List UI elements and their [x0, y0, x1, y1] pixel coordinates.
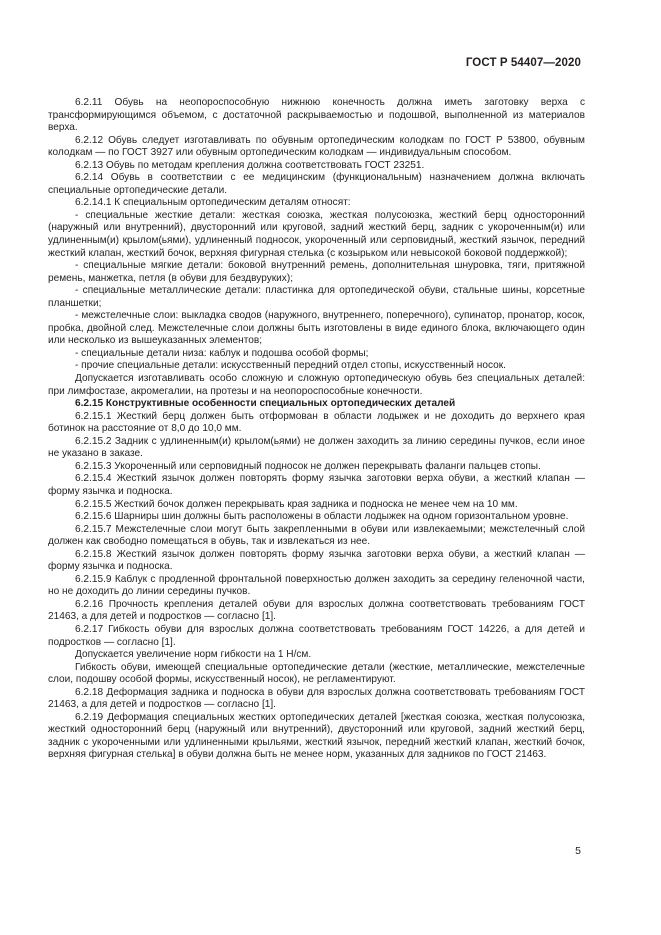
- list-item-rigid-parts: - специальные жесткие детали: жесткая союзка, жесткая полусоюзка, жесткий берц односторонний (наружный или внутренний), двусторонний или круговой, задний жесткий берц, задник с укороченным(и) или удлиненным(и) крылом(ьями), удлиненный подносок, укороченный или серповидный, жесткий язычок, передний жесткий клапан, жесткий бочок, верхняя фигурная стелька (с козырьком или невысокой боковой поддержкой);: [48, 209, 585, 259]
- standard-code: ГОСТ Р 54407—2020: [465, 57, 581, 69]
- list-item-soft-parts: - специальные мягкие детали: боковой внутренний ремень, дополнительная шнуровка, тяги, притяжной ремень, манжетка, петля (в обуви для бездвуруких);: [48, 260, 585, 284]
- clause-6-2-15-6: 6.2.15.6 Шарниры шин должны быть расположены в области лодыжек на одном горизонтальном уровне.: [75, 511, 569, 523]
- clause-6-2-15-5: 6.2.15.5 Жесткий бочок должен перекрывать края задника и подноска не менее чем на 10 мм.: [75, 498, 518, 510]
- note-allowed-without-parts: Допускается изготавливать особо сложную и сложную ортопедическую обувь без специальных деталей: при лимфостазе, акромегалии, на протезы и на неопороспособные конечности.: [48, 373, 585, 397]
- list-item-metal-parts: - специальные металлические детали: пластинка для ортопедической обуви, стальные шины, корсетные планшетки;: [48, 285, 585, 309]
- clause-6-2-12: 6.2.12 Обувь следует изготавливать по обувным ортопедическим колодкам по ГОСТ Р 53800, обувным колодкам — по ГОСТ 3927 или обувным ортопедическим колодкам — индивидуальным способом.: [48, 134, 585, 159]
- list-item-other-parts: - прочие специальные детали: искусственный передний отдел стопы, искусственный носок.: [75, 360, 506, 372]
- note-flexibility-not-regulated: Гибкость обуви, имеющей специальные ортопедические детали (жесткие, металлические, межстелечные слои, подошву особой формы, искусственный носок), не регламентируют.: [48, 661, 585, 686]
- clause-6-2-15-heading: 6.2.15 Конструктивные особенности специальных ортопедических деталей: [75, 398, 456, 410]
- clause-6-2-16: 6.2.16 Прочность крепления деталей обуви для взрослых должна соответствовать требованиям ГОСТ 21463, а для детей и подростков — согласно [1].: [48, 598, 585, 623]
- page-number: 5: [575, 845, 581, 857]
- note-flexibility-increase: Допускается увеличение норм гибкости на 1 Н/см.: [75, 649, 312, 661]
- document-body: [48, 97, 585, 762]
- clause-6-2-15-4: 6.2.15.4 Жесткий язычок должен повторять форму язычка заготовки верха обуви, а жесткий клапан — форму язычка и подноска.: [48, 473, 585, 497]
- clause-6-2-17: 6.2.17 Гибкость обуви для взрослых должна соответствовать требованиям ГОСТ 14226, а для детей и подростков — согласно [1].: [48, 623, 585, 648]
- clause-6-2-15-2: 6.2.15.2 Задник с удлиненным(и) крылом(ьями) не должен заходить за линию середины пучков, если иное не указано в заказе.: [48, 435, 585, 460]
- clause-6-2-13: 6.2.13 Обувь по методам крепления должна соответствовать ГОСТ 23251.: [75, 159, 425, 171]
- clause-6-2-11: 6.2.11 Обувь на неопороспособную нижнюю конечность должна иметь заготовку верха с трансформирующимся объемом, с достаточной раскрываемостью и подошвой, выполненной из материалов верха.: [48, 97, 585, 134]
- clause-6-2-15-7: 6.2.15.7 Межстелечные слои могут быть закрепленными в обуви или извлекаемыми; межстелечный слой должен как свободно помещаться в обувь, так и извлекаться из нее.: [48, 523, 585, 548]
- list-item-bottom-parts: - специальные детали низа: каблук и подошва особой формы;: [75, 347, 369, 359]
- clause-6-2-19: 6.2.19 Деформация специальных жестких ортопедических деталей [жесткая союзка, жесткая полусоюзка, жесткий односторонний берц (наружный или внутренний), двусторонний или круговой, задний жесткий берц, задник с укороченными или удлиненными крыльями, жесткий язычок, передний жесткий клапан, жесткий бочок, верхняя фигурная стелька] в обуви должна быть не менее норм, указанных для задников по ГОСТ 21463.: [48, 711, 585, 761]
- clause-6-2-18: 6.2.18 Деформация задника и подноска в обуви для взрослых должна соответствовать требованиям ГОСТ 21463, а для детей и подростков — согласно [1].: [48, 686, 585, 711]
- clause-6-2-15-9: 6.2.15.9 Каблук с продленной фронтальной поверхностью должен заходить за середину геленочной части, но не доходить до линии середины пучков.: [48, 573, 585, 598]
- list-item-interinsole-layers: - межстелечные слои: выкладка сводов (наружного, внутреннего, поперечного), супинатор, пронатор, косок, пробка, двойной след. Межстелечные слои должны быть изготовлены в виде единого блока, включающего один или несколько из вышеуказанных элементов;: [48, 310, 585, 347]
- clause-6-2-15-1: 6.2.15.1 Жесткий берц должен быть отформован в области лодыжек и не доходить до верхнего края ботинок на расстояние от 8,0 до 10,0 мм.: [48, 410, 585, 435]
- clause-6-2-14-1: 6.2.14.1 К специальным ортопедическим деталям относят:: [75, 197, 351, 209]
- clause-6-2-14: 6.2.14 Обувь в соответствии с ее медицинским (функциональным) назначением должна включать специальные ортопедические детали.: [48, 172, 585, 196]
- clause-6-2-15-3: 6.2.15.3 Укороченный или серповидный подносок не должен перекрывать фаланги пальцев стопы.: [75, 460, 541, 472]
- clause-6-2-15-8: 6.2.15.8 Жесткий язычок должен повторять форму язычка заготовки верха обуви, а жесткий клапан — форму язычка и подноска.: [48, 548, 585, 573]
